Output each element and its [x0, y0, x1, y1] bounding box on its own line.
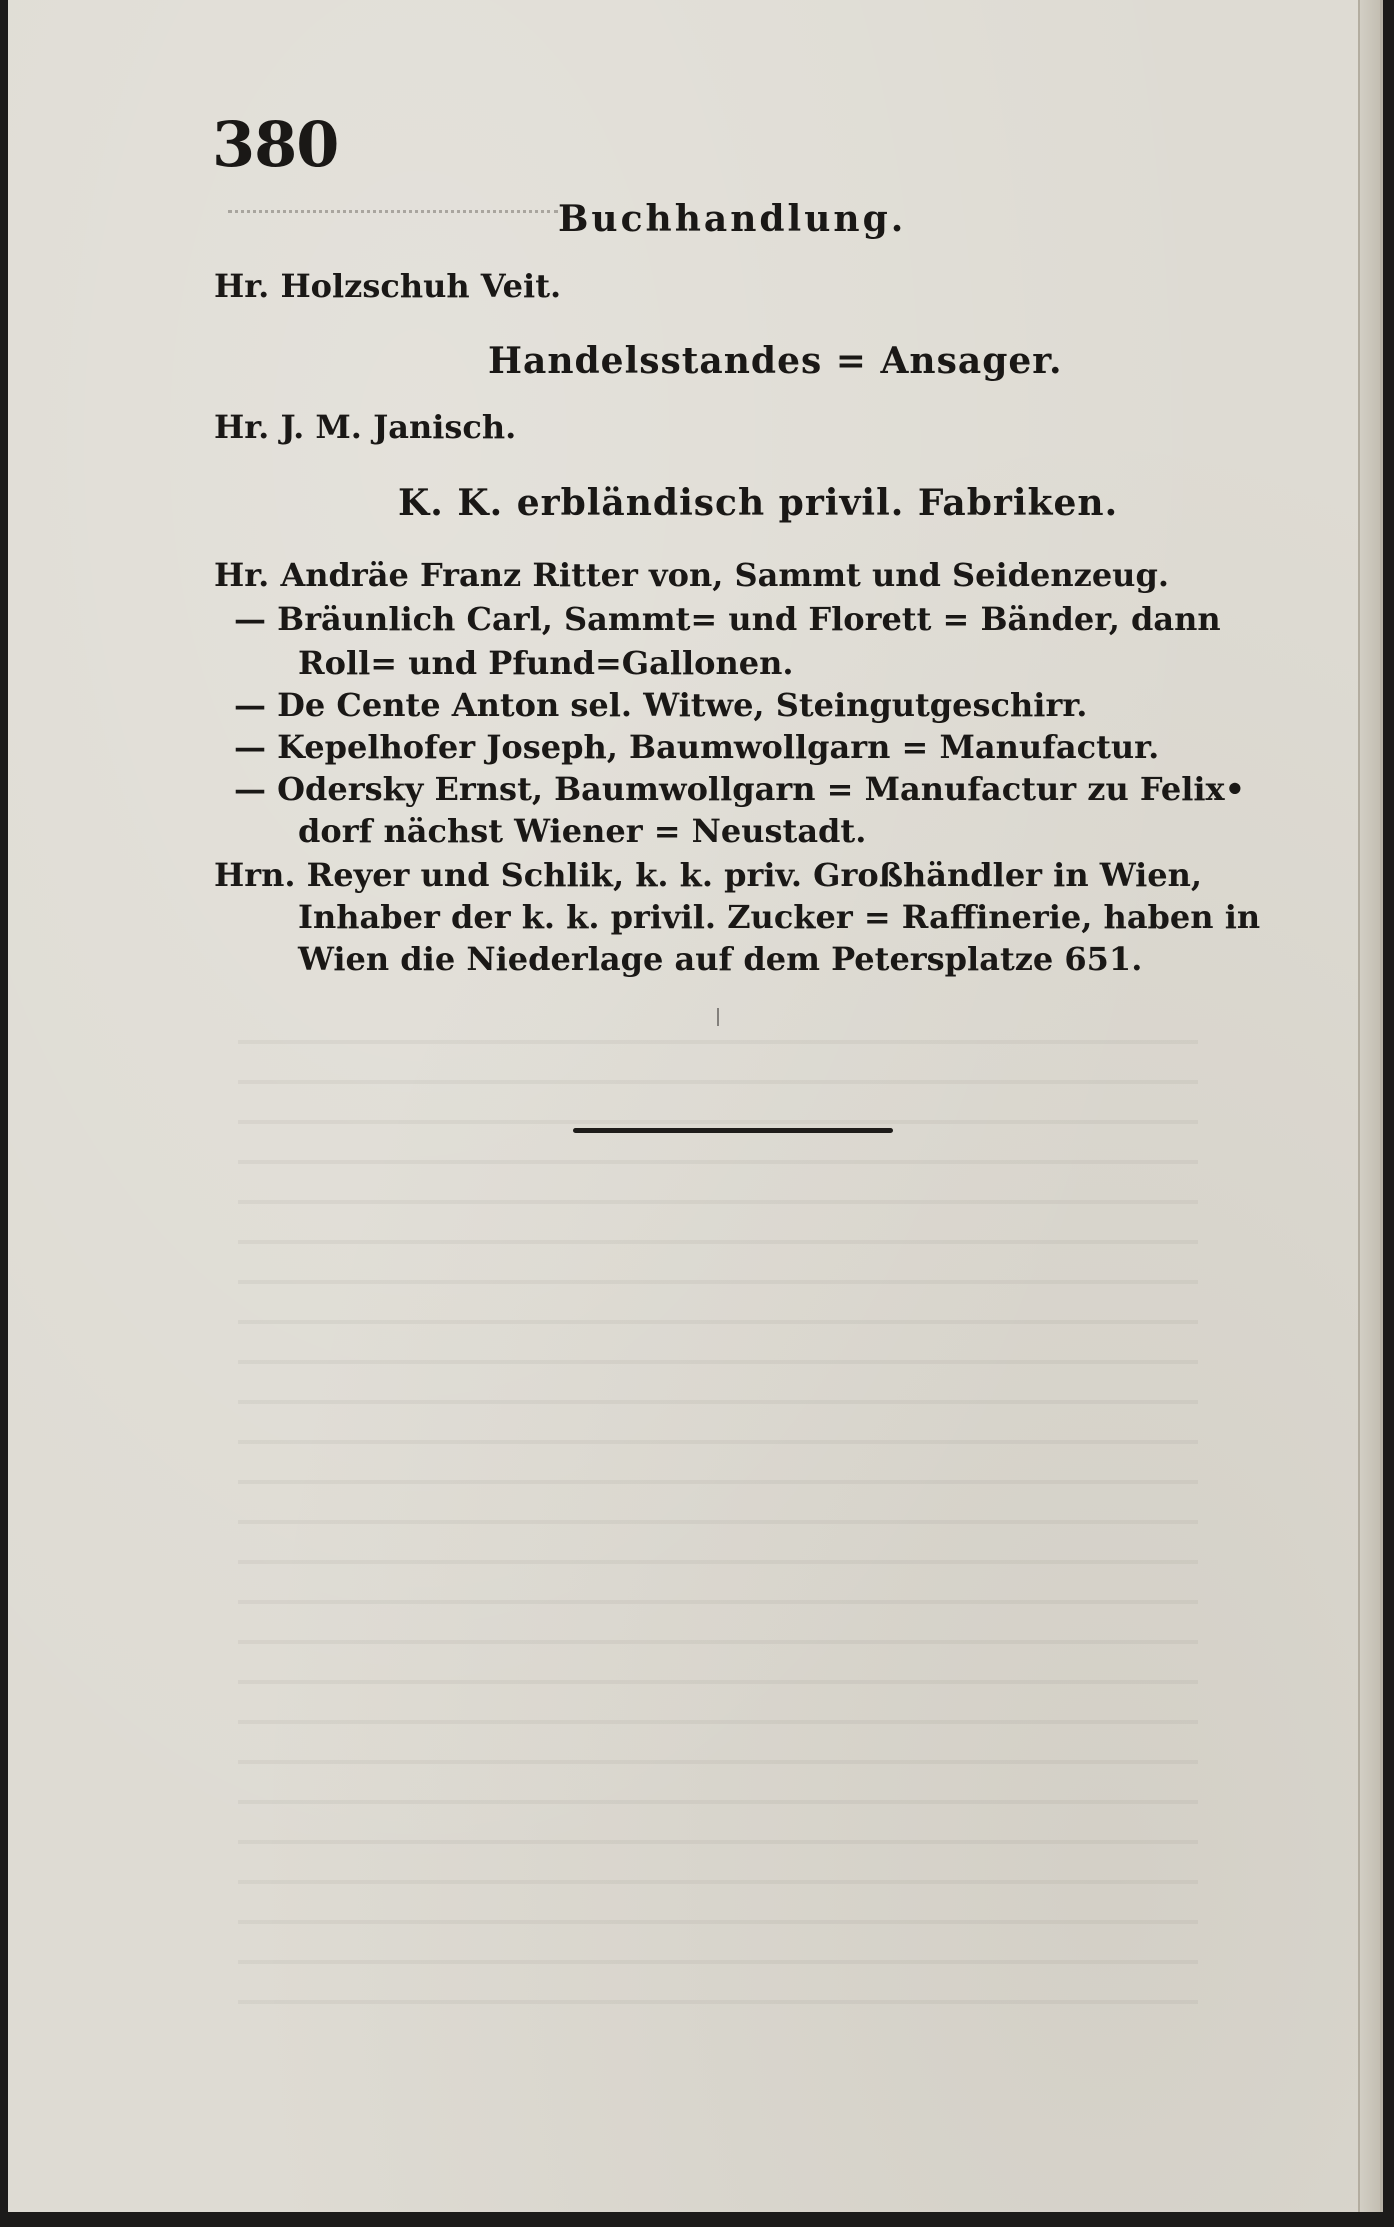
entry-reyer-cont2: Wien die Niederlage auf dem Petersplatze 651. — [298, 940, 1143, 978]
small-mark — [717, 1008, 719, 1026]
bleed-through-texture — [238, 1040, 1198, 2020]
entry-odersky: — Odersky Ernst, Baumwollgarn = Manufactur zu Felix• — [234, 770, 1246, 808]
entry-reyer-cont1: Inhaber der k. k. privil. Zucker = Raffinerie, haben in — [298, 898, 1261, 936]
entry-braeunlich-cont: Roll= und Pfund=Gallonen. — [298, 644, 794, 682]
entry-holzschuh: Hr. Holzschuh Veit. — [214, 267, 562, 305]
entry-kepelhofer: — Kepelhofer Joseph, Baumwollgarn = Manufactur. — [234, 728, 1160, 766]
heading-buchhandlung: Buchhandlung. — [558, 198, 907, 240]
page-edge — [1358, 0, 1380, 2212]
entry-janisch: Hr. J. M. Janisch. — [214, 408, 517, 446]
page-number: 380 — [212, 108, 339, 181]
entry-reyer: Hrn. Reyer und Schlik, k. k. priv. Großhändler in Wien, — [214, 856, 1203, 894]
entry-braeunlich: — Bräunlich Carl, Sammt= und Florett = Bänder, dann — [234, 600, 1221, 638]
heading-handelsstandes: Handelsstandes = Ansager. — [488, 340, 1063, 382]
end-rule — [573, 1128, 893, 1133]
book-page — [8, 0, 1383, 2212]
entry-de-cente: — De Cente Anton sel. Witwe, Steingutgeschirr. — [234, 686, 1088, 724]
ornamental-line — [228, 210, 558, 223]
entry-andraee: Hr. Andräe Franz Ritter von, Sammt und Seidenzeug. — [214, 556, 1169, 594]
heading-fabriken: K. K. erbländisch privil. Fabriken. — [398, 482, 1119, 524]
entry-odersky-cont: dorf nächst Wiener = Neustadt. — [298, 812, 867, 850]
